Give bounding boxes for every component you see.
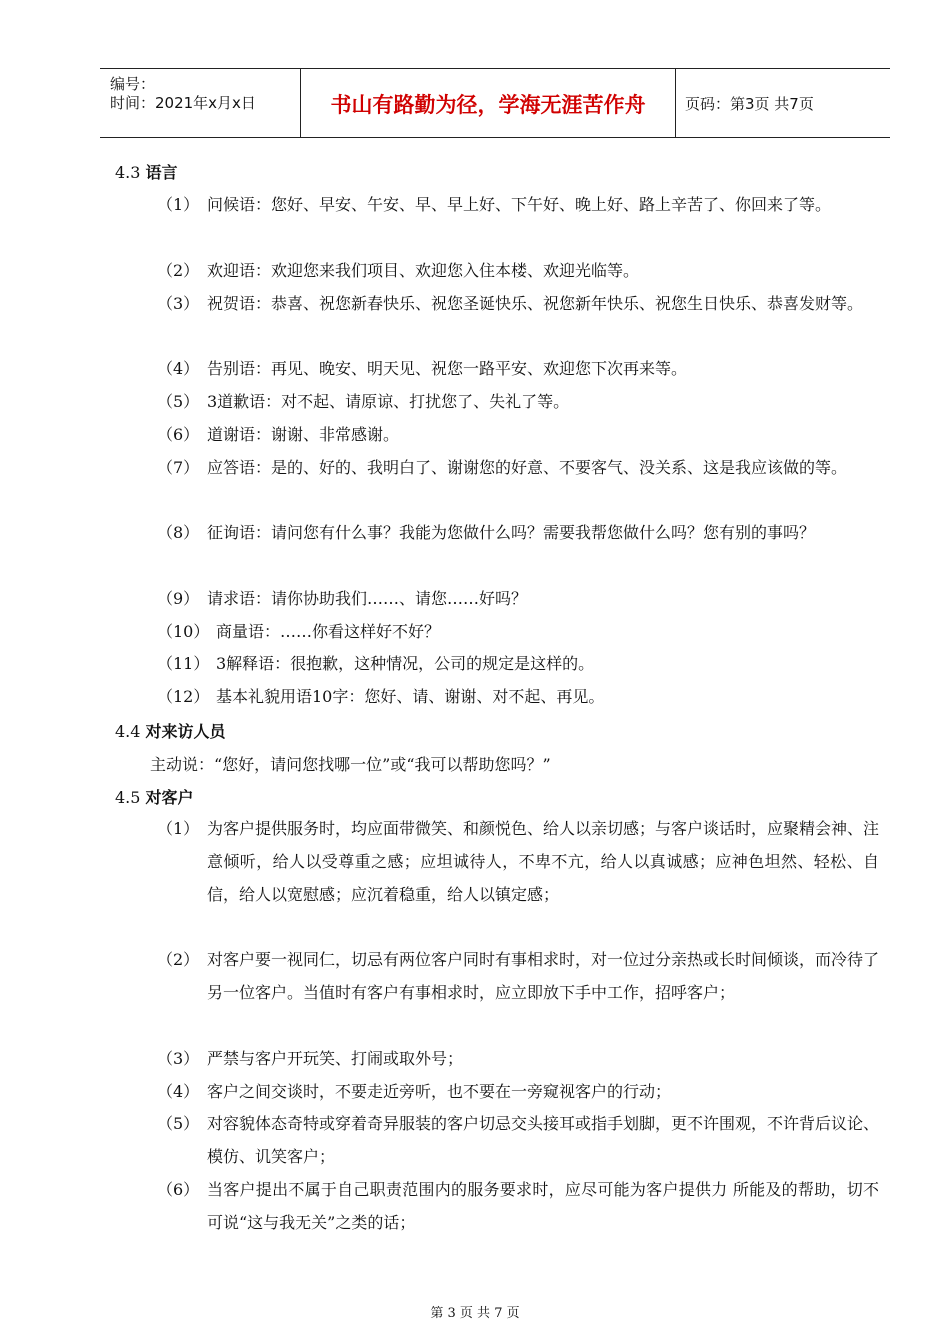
item-number: （4）	[157, 359, 200, 378]
item-text: 严禁与客户开玩笑、打闹或取外号；	[207, 1049, 464, 1068]
item-text: 3解释语：很抱歉，这种情况，公司的规定是这样的。	[216, 654, 595, 673]
item-text: 客户之间交谈时，不要走近旁听，也不要在一旁窥视客户的行动；	[207, 1082, 672, 1101]
item-number: （2）	[157, 950, 200, 969]
item-number: （1）	[157, 195, 200, 214]
item-number: （4）	[157, 1082, 200, 1101]
item-number: （7）	[157, 458, 200, 477]
page-header	[100, 68, 890, 138]
section-title: 对客户	[145, 788, 194, 807]
header-page-number: 页码：第3页 共7页	[685, 95, 814, 113]
section-title: 语言	[145, 163, 178, 182]
header-motto: 书山有路勤为径，学海无涯苦作舟	[330, 93, 646, 117]
item-text: 应答语：是的、好的、我明白了、谢谢您的好意、不要客气、没关系、这是我应该做的等。	[207, 458, 848, 477]
item-text: 道谢语：谢谢、非常感谢。	[207, 425, 400, 444]
item-number: （5）	[157, 392, 200, 411]
item-text: 商量语：……你看这样好不好？	[216, 622, 441, 641]
item-text: 欢迎语：欢迎您来我们项目、欢迎您入住本楼、欢迎光临等。	[207, 261, 640, 280]
item-text: 为客户提供服务时，均应面带微笑、和颜悦色、给人以亲切感；与客户谈话时，应聚精会神、注意倾听，给人以受尊重之感；应坦诚待人，不卑不亢，给人以真诚感；应神色坦然、轻松、自信，给人以宽慰感；应沉着稳重，给人以镇定感；	[207, 819, 880, 904]
item-number: （3）	[157, 294, 200, 313]
item-number: （2）	[157, 261, 200, 280]
page-footer: 第 3 页 共 7 页	[430, 1306, 520, 1321]
header-left-cell	[100, 69, 301, 137]
item-number: （5）	[157, 1114, 200, 1133]
item-number: （1）	[157, 819, 200, 838]
section-number: 4.4	[115, 722, 141, 741]
section-heading-4-3	[115, 160, 178, 183]
document-time-label: 时间：2021年x月x日	[110, 94, 256, 112]
section-number: 4.5	[115, 788, 141, 807]
item-number: （12）	[157, 687, 210, 706]
item-text: 问候语：您好、早安、午安、早、早上好、下午好、晚上好、路上辛苦了、你回来了等。	[207, 195, 832, 214]
item-text: 当客户提出不属于自己职责范围内的服务要求时，应尽可能为客户提供力 所能及的帮助，切不可说“这与我无关”之类的话；	[207, 1180, 879, 1232]
item-text: 征询语：请问您有什么事？我能为您做什么吗？需要我帮您做什么吗？您有别的事吗？	[207, 523, 816, 542]
item-text: 基本礼貌用语10字：您好、请、谢谢、对不起、再见。	[216, 687, 605, 706]
item-text: 祝贺语：恭喜、祝您新春快乐、祝您圣诞快乐、祝您新年快乐、祝您生日快乐、恭喜发财等。	[207, 294, 864, 313]
header-motto-cell	[301, 69, 676, 137]
section-title: 对来访人员	[145, 722, 226, 741]
item-text: 告别语：再见、晚安、明天见、祝您一路平安、欢迎您下次再来等。	[207, 359, 688, 378]
item-number: （8）	[157, 523, 200, 542]
item-text: 对容貌体态奇特或穿着奇异服装的客户切忌交头接耳或指手划脚，更不许围观，不许背后议论、模仿、讥笑客户；	[207, 1114, 880, 1166]
item-text: 对客户要一视同仁，切忌有两位客户同时有事相求时，对一位过分亲热或长时间倾谈，而冷待了另一位客户。当值时有客户有事相求时，应立即放下手中工作，招呼客户；	[207, 950, 880, 1002]
header-page-cell	[677, 69, 890, 137]
item-number: （11）	[157, 654, 210, 673]
paragraph: 主动说：“您好，请问您找哪一位”或“我可以帮助您吗？”	[150, 755, 551, 774]
item-number: （10）	[157, 622, 210, 641]
item-text: 3道歉语：对不起、请原谅、打扰您了、失礼了等。	[207, 392, 570, 411]
item-number: （6）	[157, 1180, 200, 1199]
item-number: （9）	[157, 589, 200, 608]
section-number: 4.3	[115, 163, 141, 182]
item-number: （3）	[157, 1049, 200, 1068]
document-number-label: 编号：	[110, 75, 156, 93]
section-heading-4-5	[115, 785, 194, 808]
item-text: 请求语：请你协助我们……、请您……好吗？	[207, 589, 528, 608]
item-number: （6）	[157, 425, 200, 444]
section-heading-4-4	[115, 719, 226, 742]
